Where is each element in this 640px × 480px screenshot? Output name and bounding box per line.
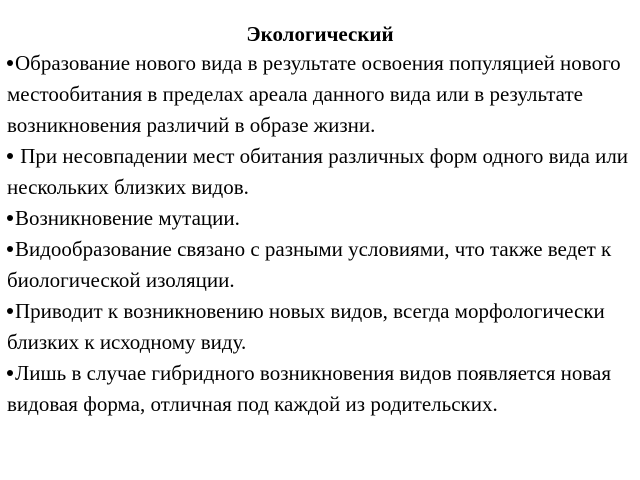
bullet-icon (7, 246, 13, 252)
bullet-icon (7, 215, 13, 221)
bullet-icon (7, 153, 13, 159)
list-item-text: Лишь в случае гибридного возникновения видов появляется новая видовая форма, отличная под каждой из родительских. (7, 361, 612, 416)
slide-title-text: Экологический (246, 22, 394, 46)
list-item-6 (7, 358, 633, 420)
list-item-text: При несовпадении мест обитания различных форм одного вида или нескольких близких видов. (7, 144, 629, 199)
list-item-text: Образование нового вида в результате освоения популяцией нового местообитания в пределах ареала данного вида или в результате возникновения различий в образе жизни. (7, 51, 621, 137)
list-item-5 (7, 296, 633, 358)
list-item-text: Приводит к возникновению новых видов, всегда морфологически близких к исходному виду. (7, 299, 605, 354)
list-item-text: Возникновение мутации. (15, 206, 240, 230)
bullet-list (7, 48, 633, 420)
list-item-4 (7, 234, 633, 296)
list-item-2 (7, 141, 633, 203)
bullet-icon (7, 60, 13, 66)
list-item-text: Видообразование связано с разными условиями, что также ведет к биологической изоляции. (7, 237, 612, 292)
list-item-1 (7, 48, 633, 141)
slide-title (0, 21, 640, 47)
bullet-icon (7, 370, 13, 376)
bullet-icon (7, 308, 13, 314)
list-item-3 (7, 203, 633, 234)
